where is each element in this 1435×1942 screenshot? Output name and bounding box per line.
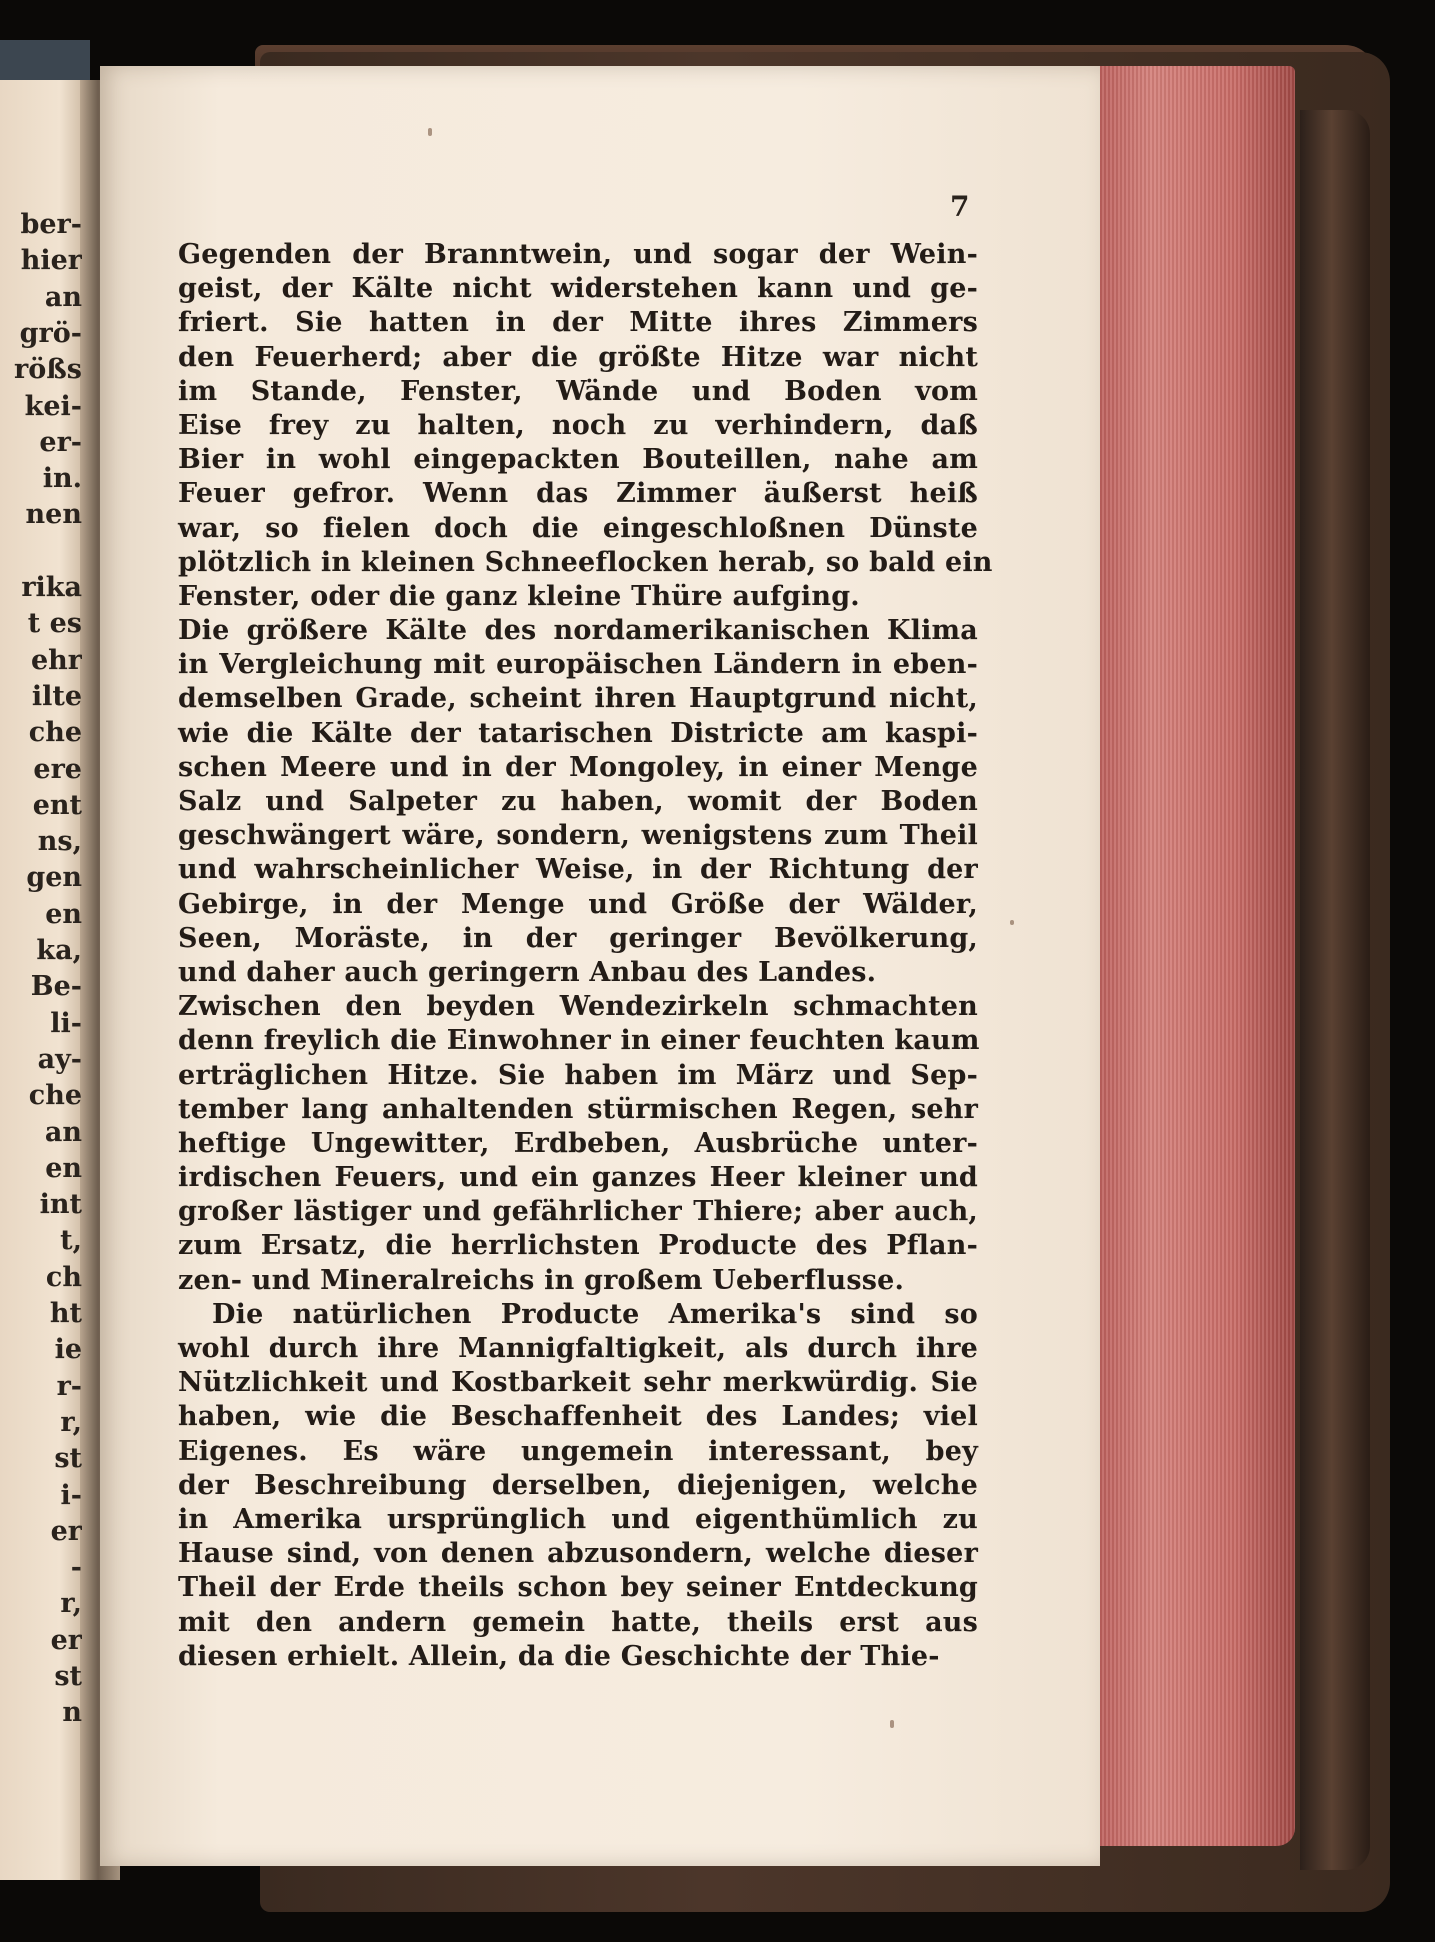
left-page-line-end: st <box>54 1662 82 1692</box>
text-line: im Stande, Fenster, Wände und Boden vom <box>178 375 978 407</box>
paper-speck <box>1010 920 1014 925</box>
text-line: irdischen Feuers, und ein ganzes Heer kleiner und <box>178 1162 978 1194</box>
left-page-line-end: st <box>54 1444 82 1475</box>
left-page-line-end: ehr <box>30 645 82 676</box>
text-line: zum Ersatz, die herrlichsten Producte des Pflan- <box>178 1230 978 1262</box>
left-page-line-end: nen <box>25 500 82 531</box>
left-page-line-end: en <box>45 1153 82 1184</box>
left-page-line-end: gen <box>26 863 82 894</box>
text-line: Seen, Moräste, in der geringer Bevölkerung, <box>178 922 978 954</box>
left-page-line-end: an <box>44 282 82 313</box>
left-page-line-end: ch <box>45 1262 82 1293</box>
paper-speck <box>890 1720 894 1728</box>
text-line: schen Meere und in der Mongoley, in einer Menge <box>178 751 978 783</box>
page-number: 7 <box>950 190 970 223</box>
page-body-text <box>178 238 993 1674</box>
left-page-line-end: ber- <box>20 210 82 240</box>
left-page-line-end: r, <box>60 1589 82 1620</box>
left-page-line-end: li- <box>50 1008 82 1039</box>
text-line: Zwischen den beyden Wendezirkeln schmachten <box>178 991 978 1023</box>
left-page-line-end: t es <box>27 609 82 640</box>
text-line: Die natürlichen Producte Amerika's sind so <box>212 1298 978 1330</box>
text-line: demselben Grade, scheint ihren Hauptgrund nicht, <box>178 683 978 715</box>
text-line: diesen erhielt. Allein, da die Geschichte der Thie- <box>178 1640 940 1672</box>
left-page-line-end: rößs <box>14 355 82 386</box>
left-page-line-end: ns, <box>37 827 82 858</box>
text-line: Bier in wohl eingepackten Bouteillen, nahe am <box>178 444 978 476</box>
text-line: den Feuerherd; aber die größte Hitze war nicht <box>178 341 978 373</box>
left-page-line-end: en <box>45 899 82 930</box>
text-line: plötzlich in kleinen Schneeflocken herab, so bald ein <box>178 546 993 578</box>
text-line: in Amerika ursprünglich und eigenthümlich zu <box>178 1503 978 1535</box>
text-line: war, so fielen doch die eingeschloßnen Dünste <box>178 512 978 544</box>
left-page-line-end: n <box>62 1698 82 1729</box>
left-page-line-end: hier <box>20 246 82 277</box>
left-page-line-end: er <box>50 1625 82 1656</box>
text-line: Eise frey zu halten, noch zu verhindern, daß <box>178 409 978 441</box>
text-line: Salz und Salpeter zu haben, womit der Boden <box>178 786 978 817</box>
text-line: haben, wie die Beschaffenheit des Landes; viel <box>178 1401 978 1433</box>
book-cover-edge <box>1300 110 1370 1870</box>
left-page-line-end: er <box>50 1516 82 1547</box>
text-line: friert. Sie hatten in der Mitte ihres Zimmers <box>178 307 978 339</box>
left-page-line-end: ka, <box>36 936 82 966</box>
text-line: großer lästiger und gefährlicher Thiere; aber auch, <box>178 1196 978 1228</box>
text-line: Nützlichkeit und Kostbarkeit sehr merkwürdig. Sie <box>178 1367 978 1399</box>
page-block-fore-edge <box>1090 66 1295 1846</box>
left-page-line-end: er- <box>39 427 82 458</box>
left-page-line-end: ilte <box>31 681 82 712</box>
text-line: erträglichen Hitze. Sie haben im März und Sep- <box>178 1059 978 1091</box>
left-page-line-end: Be- <box>30 972 82 1003</box>
text-line: in Vergleichung mit europäischen Ländern in eben- <box>178 649 978 681</box>
left-page-line-end: grö- <box>19 318 82 349</box>
text-line: der Beschreibung derselben, diejenigen, welche <box>178 1469 978 1501</box>
left-page-line-end: ent <box>32 790 82 821</box>
text-line: mit den andern gemein hatte, theils erst aus <box>178 1606 978 1638</box>
text-line: Fenster, oder die ganz kleine Thüre aufging. <box>178 580 860 612</box>
text-line: geschwängert wäre, sondern, wenigstens zum Theil <box>178 820 978 852</box>
left-page-line-end: che <box>28 1081 82 1112</box>
left-page-line-end: rika <box>21 573 82 603</box>
left-page-line-end: in. <box>42 464 82 495</box>
text-line: Feuer gefror. Wenn das Zimmer äußerst heiß <box>178 478 978 510</box>
left-page-line-end: r- <box>56 1371 82 1402</box>
text-line: Hause sind, von denen abzusondern, welche dieser <box>178 1538 978 1570</box>
left-page-line-end: ie <box>54 1335 82 1366</box>
text-line: Gegenden der Branntwein, und sogar der Wein- <box>178 239 978 270</box>
text-line: Die größere Kälte des nordamerikanischen Klima <box>178 615 978 647</box>
left-page-line-end: t, <box>60 1226 82 1257</box>
left-page-line-end: ht <box>49 1299 82 1329</box>
text-line: geist, der Kälte nicht widerstehen kann und ge- <box>178 273 978 305</box>
text-line: und daher auch geringern Anbau des Landes. <box>178 956 877 988</box>
left-page-line-end: ay- <box>37 1044 82 1075</box>
left-page-line-end: - <box>70 1553 82 1584</box>
left-page-line-end: kei- <box>24 391 82 422</box>
left-page-line-end: i- <box>60 1480 82 1511</box>
left-page-line-end: r, <box>60 1407 82 1438</box>
text-line: Gebirge, in der Menge und Größe der Wälder, <box>178 888 978 920</box>
left-page-line-end: che <box>28 718 82 749</box>
paper-speck <box>428 128 432 136</box>
left-page-line-end: an <box>44 1117 82 1148</box>
text-line: wie die Kälte der tatarischen Districte am kaspi- <box>178 717 978 749</box>
text-line: tember lang anhaltenden stürmischen Regen, sehr <box>178 1093 978 1125</box>
text-line: Eigenes. Es wäre ungemein interessant, bey <box>178 1435 978 1467</box>
text-line: Theil der Erde theils schon bey seiner Entdeckung <box>178 1572 978 1604</box>
left-page-line-end: ere <box>33 754 82 785</box>
text-line: zen- und Mineralreichs in großem Ueberflusse. <box>178 1264 905 1296</box>
text-line: denn freylich die Einwohner in einer feuchten kaum <box>178 1025 980 1057</box>
text-line: wohl durch ihre Mannigfaltigkeit, als durch ihre <box>178 1333 978 1364</box>
left-page-line-end: int <box>39 1190 82 1221</box>
text-line: heftige Ungewitter, Erdbeben, Ausbrüche unter- <box>178 1127 978 1159</box>
text-line: und wahrscheinlicher Weise, in der Richtung der <box>178 854 978 886</box>
